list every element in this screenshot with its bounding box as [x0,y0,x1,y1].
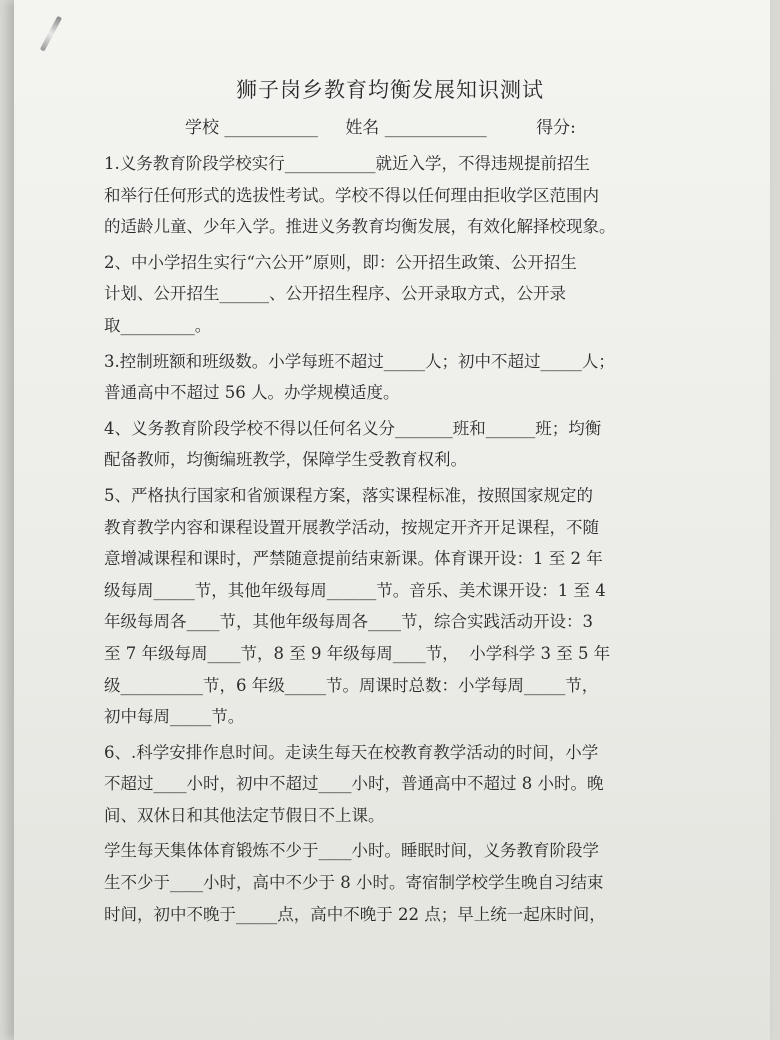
question-line: 1.义务教育阶段学校实行___________就近入学，不得违规提前招生 [104,154,590,173]
question-line: 2、中小学招生实行“六公开”原则，即：公开招生政策、公开招生 [104,252,577,272]
question-line: 取_________。 [104,315,212,335]
question-7 [104,835,664,930]
question-line: 4、义务教育阶段学校不得以任何名义分_______班和______班；均衡 [104,418,602,438]
question-line: 教育教学内容和课程设置开展教学活动，按规定开齐开足课程，不随 [104,517,599,537]
score-label: 得分: [536,118,576,138]
question-5 [104,480,664,733]
question-line: 3.控制班额和班级数。小学每班不超过_____人；初中不超过_____人； [104,351,615,371]
question-4 [104,413,664,476]
question-line: 间、双休日和其他法定节假日不上课。 [104,805,385,825]
exam-header [185,113,745,138]
question-1 [104,148,664,243]
question-line: 生不少于____小时，高中不少于 8 小时。寄宿制学校学生晚自习结束 [104,873,604,893]
question-line: 年级每周各____节，其他年级每周各____节，综合实践活动开设：3 [104,612,593,632]
question-line: 级__________节，6 年级_____节。周课时总数：小学每周_____节， [104,675,599,695]
question-line: 时间，初中不晚于_____点，高中不晚于 22 点；早上统一起床时间， [104,904,606,924]
question-line: 初中每周_____节。 [104,707,245,727]
question-line: 5、严格执行国家和省颁课程方案，落实课程标准，按照国家规定的 [104,485,593,505]
page-title: 狮子岗乡教育均衡发展知识测试 [236,78,544,102]
question-line: 的适龄儿童、少年入学。推进义务教育均衡发展，有效化解择校现象。 [104,217,616,237]
question-line: 和举行任何形式的选拔性考试。学校不得以任何理由拒收学区范围内 [104,185,599,205]
question-line: 普通高中不超过 56 人。办学规模适度。 [104,383,400,403]
school-label: 学校 [185,118,219,138]
question-line: 级每周_____节，其他年级每周______节。音乐、美术课开设：1 至 4 [104,580,606,600]
question-line: 意增减课程和课时，严禁随意提前结束新课。体育课开设：1 至 2 年 [104,549,603,569]
question-line: 计划、公开招生______、公开招生程序、公开录取方式，公开录 [104,284,566,304]
question-3 [104,346,664,409]
question-list [104,148,664,930]
question-line: 学生每天集体体育锻炼不少于____小时。睡眠时间，义务教育阶段学 [104,841,599,861]
question-2 [104,247,664,342]
question-line: 不超过____小时，初中不超过____小时，普通高中不超过 8 小时。晚 [104,774,604,794]
question-line: 配备教师，均衡编班教学，保障学生受教育权利。 [104,450,467,470]
question-line: 至 7 年级每周____节，8 至 9 年级每周____节， 小学科学 3 至 5 年 [104,643,611,663]
name-label: 姓名 [345,118,380,138]
question-line: 6、.科学安排作息时间。走读生每天在校教育教学活动的时间，小学 [104,742,599,762]
school-blank: ___________ [224,118,318,138]
question-6 [104,737,664,832]
name-blank: ____________ [384,118,487,138]
